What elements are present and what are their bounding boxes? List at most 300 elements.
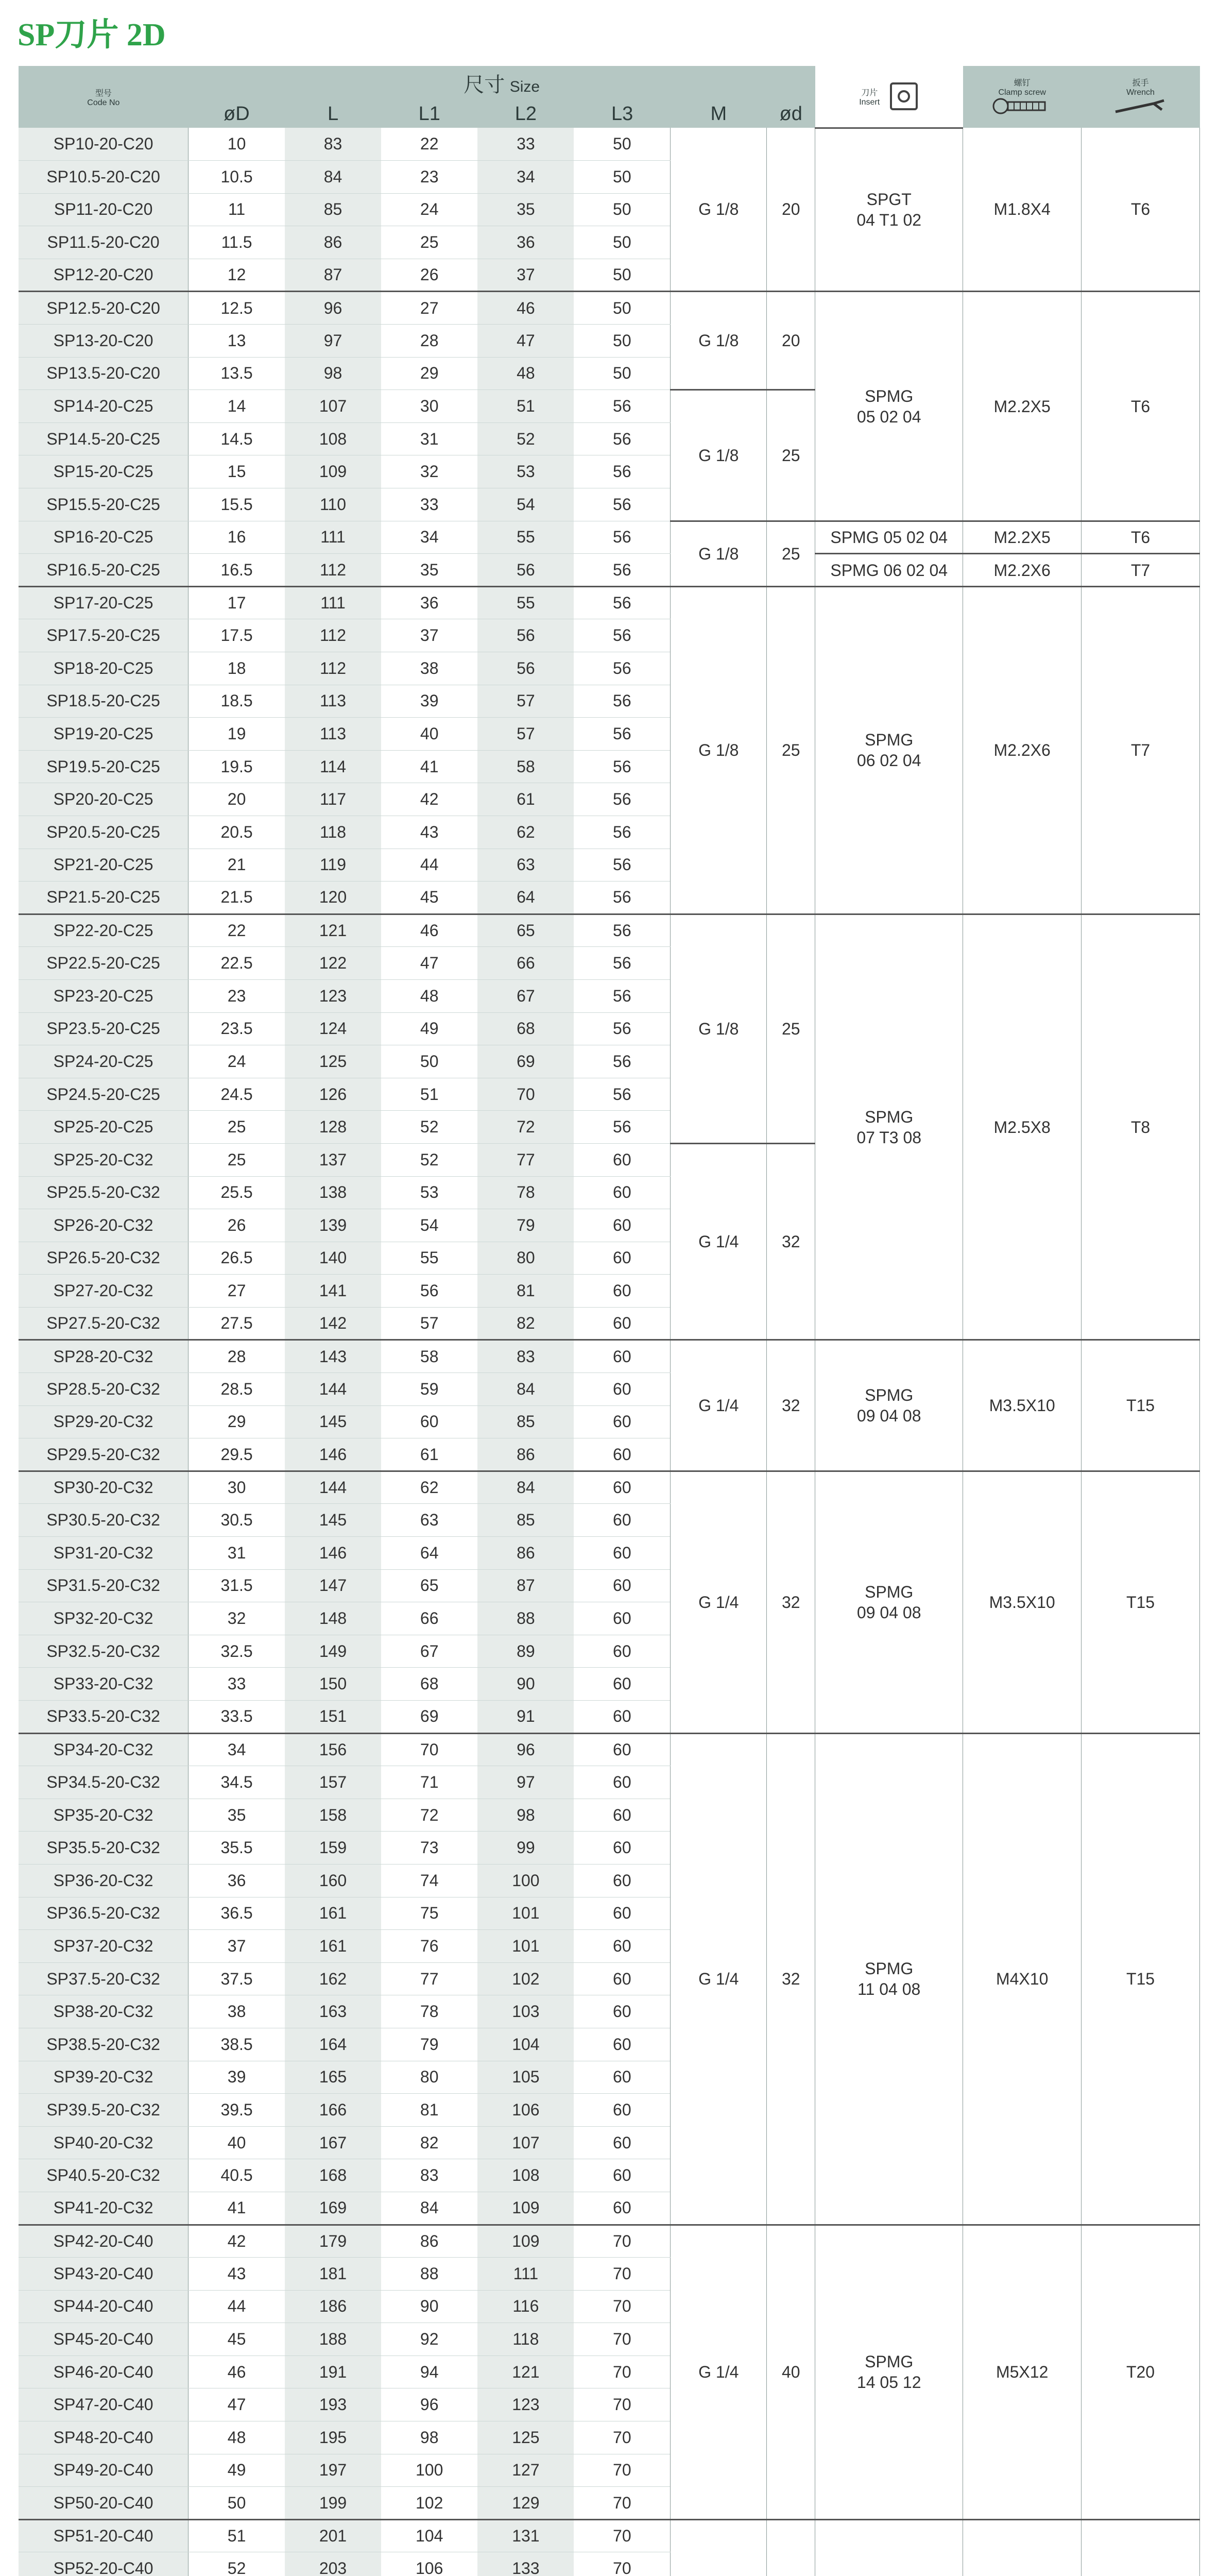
d-cell: 40: [188, 2126, 285, 2159]
l1-cell: 35: [381, 554, 477, 587]
l1-cell: 52: [381, 1111, 477, 1144]
l-cell: 109: [285, 455, 381, 488]
l2-cell: 88: [477, 1602, 574, 1635]
d-cell: 20.5: [188, 816, 285, 849]
d-cell: 46: [188, 2355, 285, 2388]
l2-cell: 53: [477, 455, 574, 488]
code-cell: SP43-20-C40: [19, 2258, 188, 2291]
l2-cell: 33: [477, 128, 574, 161]
l1-cell: 23: [381, 161, 477, 194]
l1-cell: 25: [381, 226, 477, 259]
l-cell: 163: [285, 1995, 381, 2028]
code-cell: SP16.5-20-C25: [19, 554, 188, 587]
d-cell: 52: [188, 2552, 285, 2576]
l3-cell: 70: [574, 2355, 670, 2388]
code-cell: SP29.5-20-C32: [19, 1438, 188, 1471]
insert-cell: SPGT 04 T1 02: [815, 128, 963, 292]
code-cell: SP18.5-20-C25: [19, 685, 188, 718]
shank-diameter-cell: 25: [767, 914, 815, 1143]
d-cell: 11: [188, 193, 285, 226]
d-cell: 28.5: [188, 1373, 285, 1406]
code-cell: SP36-20-C32: [19, 1864, 188, 1897]
l1-cell: 24: [381, 193, 477, 226]
d-cell: 25: [188, 1111, 285, 1144]
d-cell: 38.5: [188, 2028, 285, 2061]
l1-cell: 55: [381, 1242, 477, 1275]
l3-cell: 60: [574, 1275, 670, 1308]
code-cell: SP19-20-C25: [19, 718, 188, 751]
d-cell: 39: [188, 2061, 285, 2094]
l3-cell: 56: [574, 422, 670, 455]
l1-cell: 80: [381, 2061, 477, 2094]
code-cell: SP17-20-C25: [19, 586, 188, 619]
l1-cell: 71: [381, 1766, 477, 1799]
l3-cell: 60: [574, 1471, 670, 1504]
table-row: [19, 128, 1200, 161]
l1-cell: 106: [381, 2552, 477, 2576]
table-row: [19, 586, 1200, 619]
shank-diameter-cell: 40: [767, 2225, 815, 2519]
d-cell: 23: [188, 979, 285, 1012]
l-cell: 139: [285, 1209, 381, 1242]
l3-cell: 70: [574, 2388, 670, 2421]
code-cell: SP35-20-C32: [19, 1799, 188, 1832]
l1-cell: 40: [381, 718, 477, 751]
code-cell: SP39.5-20-C32: [19, 2094, 188, 2127]
code-cell: SP13.5-20-C20: [19, 357, 188, 390]
l3-cell: 70: [574, 2519, 670, 2552]
d-cell: 16.5: [188, 554, 285, 587]
l2-cell: 109: [477, 2225, 574, 2258]
insert-cell: [815, 2519, 963, 2576]
code-cell: SP14.5-20-C25: [19, 422, 188, 455]
l-cell: 181: [285, 2258, 381, 2291]
l3-cell: 60: [574, 2028, 670, 2061]
code-cell: SP12-20-C20: [19, 259, 188, 292]
thread-cell: G 1/8: [671, 521, 767, 586]
l1-cell: 41: [381, 750, 477, 783]
l1-cell: 73: [381, 1832, 477, 1865]
l3-cell: 70: [574, 2258, 670, 2291]
l1-cell: 75: [381, 1897, 477, 1930]
thread-cell: G 1/4: [671, 2225, 767, 2519]
thread-cell: [671, 2519, 767, 2576]
l2-cell: 58: [477, 750, 574, 783]
l2-cell: 72: [477, 1111, 574, 1144]
insert-cell: SPMG 05 02 04: [815, 521, 963, 554]
l3-cell: 70: [574, 2421, 670, 2454]
l2-cell: 55: [477, 586, 574, 619]
l1-cell: 57: [381, 1307, 477, 1340]
l1-cell: 83: [381, 2159, 477, 2192]
d-cell: 12.5: [188, 292, 285, 325]
code-cell: SP34-20-C32: [19, 1733, 188, 1766]
wrench-cell: [1082, 2519, 1200, 2576]
clamp-screw-cell: M2.2X6: [963, 586, 1082, 914]
header-screw: [963, 66, 1082, 128]
l1-cell: 66: [381, 1602, 477, 1635]
d-cell: 34: [188, 1733, 285, 1766]
code-cell: SP28.5-20-C32: [19, 1373, 188, 1406]
l3-cell: 60: [574, 1569, 670, 1602]
wrench-cell: T7: [1082, 586, 1200, 914]
l3-cell: 60: [574, 2159, 670, 2192]
l1-cell: 22: [381, 128, 477, 161]
l2-cell: 102: [477, 1962, 574, 1995]
l-cell: 118: [285, 816, 381, 849]
l3-cell: 56: [574, 718, 670, 751]
code-cell: SP52-20-C40: [19, 2552, 188, 2576]
l3-cell: 56: [574, 979, 670, 1012]
l-cell: 149: [285, 1635, 381, 1668]
l3-cell: 56: [574, 586, 670, 619]
l3-cell: 56: [574, 947, 670, 980]
l3-cell: 56: [574, 1078, 670, 1111]
code-cell: SP26-20-C32: [19, 1209, 188, 1242]
l2-cell: 131: [477, 2519, 574, 2552]
l3-cell: 56: [574, 783, 670, 816]
l-cell: 86: [285, 226, 381, 259]
l2-cell: 56: [477, 652, 574, 685]
l-cell: 167: [285, 2126, 381, 2159]
l-cell: 146: [285, 1537, 381, 1570]
wrench-cell: T15: [1082, 1471, 1200, 1733]
insert-cell: SPMG 11 04 08: [815, 1733, 963, 2225]
d-cell: 15.5: [188, 488, 285, 521]
l1-cell: 58: [381, 1340, 477, 1373]
l2-cell: 133: [477, 2552, 574, 2576]
l-cell: 199: [285, 2487, 381, 2520]
clamp-screw-cell: M4X10: [963, 1733, 1082, 2225]
l-cell: 158: [285, 1799, 381, 1832]
l2-cell: 86: [477, 1438, 574, 1471]
d-cell: 16: [188, 521, 285, 554]
l-cell: 98: [285, 357, 381, 390]
d-cell: 24.5: [188, 1078, 285, 1111]
l-cell: 137: [285, 1143, 381, 1176]
code-cell: SP34.5-20-C32: [19, 1766, 188, 1799]
l3-cell: 56: [574, 914, 670, 947]
l-cell: 112: [285, 554, 381, 587]
d-cell: 32: [188, 1602, 285, 1635]
d-cell: 19.5: [188, 750, 285, 783]
l-cell: 203: [285, 2552, 381, 2576]
wrench-cell: T20: [1082, 2225, 1200, 2519]
l-cell: 150: [285, 1668, 381, 1701]
l-cell: 124: [285, 1012, 381, 1045]
l2-cell: 55: [477, 521, 574, 554]
l3-cell: 56: [574, 816, 670, 849]
thread-cell: G 1/4: [671, 1471, 767, 1733]
code-cell: SP10.5-20-C20: [19, 161, 188, 194]
thread-cell: G 1/4: [671, 1143, 767, 1340]
code-cell: SP11-20-C20: [19, 193, 188, 226]
l3-cell: 60: [574, 1209, 670, 1242]
d-cell: 36.5: [188, 1897, 285, 1930]
header-screw-cn: 螺钉: [1014, 79, 1031, 88]
l-cell: 122: [285, 947, 381, 980]
l2-cell: 51: [477, 390, 574, 423]
page-title: SP刀片 2D: [18, 18, 166, 53]
l2-cell: 85: [477, 1504, 574, 1537]
l-cell: 166: [285, 2094, 381, 2127]
code-cell: SP36.5-20-C32: [19, 1897, 188, 1930]
l3-cell: 60: [574, 1176, 670, 1209]
code-cell: SP14-20-C25: [19, 390, 188, 423]
d-cell: 32.5: [188, 1635, 285, 1668]
l1-cell: 42: [381, 783, 477, 816]
l1-cell: 44: [381, 849, 477, 882]
d-cell: 11.5: [188, 226, 285, 259]
code-cell: SP22.5-20-C25: [19, 947, 188, 980]
l-cell: 146: [285, 1438, 381, 1471]
l3-cell: 60: [574, 1143, 670, 1176]
code-cell: SP22-20-C25: [19, 914, 188, 947]
l-cell: 159: [285, 1832, 381, 1865]
code-cell: SP15.5-20-C25: [19, 488, 188, 521]
l-cell: 121: [285, 914, 381, 947]
wrench-cell: T8: [1082, 914, 1200, 1340]
l1-cell: 48: [381, 979, 477, 1012]
code-cell: SP46-20-C40: [19, 2355, 188, 2388]
l3-cell: 56: [574, 1111, 670, 1144]
clamp-screw-cell: [963, 2519, 1082, 2576]
l3-cell: 56: [574, 488, 670, 521]
code-cell: SP24.5-20-C25: [19, 1078, 188, 1111]
d-cell: 41: [188, 2192, 285, 2225]
clamp-screw-cell: M2.5X8: [963, 914, 1082, 1340]
l2-cell: 118: [477, 2323, 574, 2356]
wrench-icon: [1112, 97, 1169, 115]
l2-cell: 35: [477, 193, 574, 226]
d-cell: 35: [188, 1799, 285, 1832]
l1-cell: 86: [381, 2225, 477, 2258]
code-cell: SP39-20-C32: [19, 2061, 188, 2094]
d-cell: 18.5: [188, 685, 285, 718]
insert-icon: [889, 81, 919, 111]
l1-cell: 30: [381, 390, 477, 423]
d-cell: 45: [188, 2323, 285, 2356]
d-cell: 26.5: [188, 1242, 285, 1275]
l2-cell: 37: [477, 259, 574, 292]
l-cell: 145: [285, 1405, 381, 1438]
l-cell: 97: [285, 325, 381, 358]
clamp-screw-cell: M3.5X10: [963, 1471, 1082, 1733]
l2-cell: 90: [477, 1668, 574, 1701]
d-cell: 20: [188, 783, 285, 816]
header-code: [19, 66, 188, 128]
shank-diameter-cell: 32: [767, 1471, 815, 1733]
table-row: [19, 1471, 1200, 1504]
l1-cell: 60: [381, 1405, 477, 1438]
l-cell: 138: [285, 1176, 381, 1209]
wrench-cell: T15: [1082, 1733, 1200, 2225]
l-cell: 119: [285, 849, 381, 882]
l1-cell: 69: [381, 1701, 477, 1734]
l3-cell: 60: [574, 1864, 670, 1897]
l-cell: 165: [285, 2061, 381, 2094]
l3-cell: 60: [574, 1995, 670, 2028]
header-insert-en: Insert: [859, 97, 880, 107]
l-cell: 112: [285, 652, 381, 685]
l2-cell: 80: [477, 1242, 574, 1275]
col-M: M: [671, 100, 767, 128]
insert-cell: SPMG 14 05 12: [815, 2225, 963, 2519]
l-cell: 87: [285, 259, 381, 292]
l1-cell: 79: [381, 2028, 477, 2061]
code-cell: SP49-20-C40: [19, 2454, 188, 2487]
d-cell: 30: [188, 1471, 285, 1504]
l3-cell: 60: [574, 1962, 670, 1995]
l3-cell: 60: [574, 2094, 670, 2127]
l-cell: 112: [285, 619, 381, 652]
code-cell: SP33-20-C32: [19, 1668, 188, 1701]
header-wrench-cn: 扳手: [1132, 79, 1149, 88]
l-cell: 191: [285, 2355, 381, 2388]
l2-cell: 104: [477, 2028, 574, 2061]
header-wrench-en: Wrench: [1126, 88, 1155, 97]
l2-cell: 125: [477, 2421, 574, 2454]
col-L2: L2: [477, 100, 574, 128]
l2-cell: 48: [477, 357, 574, 390]
code-cell: SP13-20-C20: [19, 325, 188, 358]
shank-diameter-cell: 32: [767, 1733, 815, 2225]
l-cell: 84: [285, 161, 381, 194]
thread-cell: G 1/4: [671, 1340, 767, 1471]
code-cell: SP26.5-20-C32: [19, 1242, 188, 1275]
d-cell: 38: [188, 1995, 285, 2028]
code-cell: SP10-20-C20: [19, 128, 188, 161]
d-cell: 23.5: [188, 1012, 285, 1045]
l2-cell: 57: [477, 685, 574, 718]
l2-cell: 106: [477, 2094, 574, 2127]
l3-cell: 70: [574, 2552, 670, 2576]
d-cell: 25.5: [188, 1176, 285, 1209]
l-cell: 197: [285, 2454, 381, 2487]
l-cell: 142: [285, 1307, 381, 1340]
l1-cell: 90: [381, 2290, 477, 2323]
header-size: [188, 66, 815, 100]
l1-cell: 67: [381, 1635, 477, 1668]
l2-cell: 129: [477, 2487, 574, 2520]
l2-cell: 82: [477, 1307, 574, 1340]
l-cell: 111: [285, 586, 381, 619]
insert-cell: SPMG 09 04 08: [815, 1340, 963, 1471]
l3-cell: 60: [574, 2126, 670, 2159]
code-cell: SP21-20-C25: [19, 849, 188, 882]
l-cell: 148: [285, 1602, 381, 1635]
d-cell: 18: [188, 652, 285, 685]
header-wrench: [1082, 66, 1200, 128]
l-cell: 157: [285, 1766, 381, 1799]
l1-cell: 76: [381, 1930, 477, 1963]
shank-diameter-cell: 25: [767, 521, 815, 586]
l-cell: 123: [285, 979, 381, 1012]
insert-cell: SPMG 06 02 04: [815, 586, 963, 914]
l1-cell: 26: [381, 259, 477, 292]
insert-cell: SPMG 07 T3 08: [815, 914, 963, 1340]
l2-cell: 61: [477, 783, 574, 816]
col-L: L: [285, 100, 381, 128]
l1-cell: 53: [381, 1176, 477, 1209]
l2-cell: 66: [477, 947, 574, 980]
l3-cell: 60: [574, 1733, 670, 1766]
l2-cell: 121: [477, 2355, 574, 2388]
l3-cell: 70: [574, 2487, 670, 2520]
header-screw-en: Clamp screw: [998, 88, 1046, 97]
l3-cell: 70: [574, 2225, 670, 2258]
code-cell: SP37-20-C32: [19, 1930, 188, 1963]
l3-cell: 50: [574, 161, 670, 194]
thread-cell: G 1/8: [671, 586, 767, 914]
l-cell: 164: [285, 2028, 381, 2061]
l1-cell: 45: [381, 882, 477, 914]
code-cell: SP15-20-C25: [19, 455, 188, 488]
d-cell: 29.5: [188, 1438, 285, 1471]
l2-cell: 96: [477, 1733, 574, 1766]
code-cell: SP24-20-C25: [19, 1045, 188, 1078]
l3-cell: 50: [574, 357, 670, 390]
shank-diameter-cell: 32: [767, 1340, 815, 1471]
l1-cell: 32: [381, 455, 477, 488]
l2-cell: 78: [477, 1176, 574, 1209]
l1-cell: 54: [381, 1209, 477, 1242]
l2-cell: 85: [477, 1405, 574, 1438]
l2-cell: 98: [477, 1799, 574, 1832]
l1-cell: 37: [381, 619, 477, 652]
d-cell: 37: [188, 1930, 285, 1963]
l-cell: 144: [285, 1471, 381, 1504]
l-cell: 117: [285, 783, 381, 816]
l2-cell: 107: [477, 2126, 574, 2159]
l3-cell: 60: [574, 1504, 670, 1537]
code-cell: SP12.5-20-C20: [19, 292, 188, 325]
code-cell: SP27-20-C32: [19, 1275, 188, 1308]
d-cell: 27: [188, 1275, 285, 1308]
col-D: øD: [188, 100, 285, 128]
l1-cell: 31: [381, 422, 477, 455]
l1-cell: 33: [381, 488, 477, 521]
l3-cell: 70: [574, 2323, 670, 2356]
l-cell: 201: [285, 2519, 381, 2552]
shank-diameter-cell: 20: [767, 292, 815, 390]
l3-cell: 60: [574, 1537, 670, 1570]
l3-cell: 56: [574, 390, 670, 423]
d-cell: 36: [188, 1864, 285, 1897]
code-cell: SP45-20-C40: [19, 2323, 188, 2356]
l1-cell: 74: [381, 1864, 477, 1897]
code-cell: SP11.5-20-C20: [19, 226, 188, 259]
thread-cell: G 1/4: [671, 1733, 767, 2225]
l3-cell: 60: [574, 1897, 670, 1930]
l-cell: 128: [285, 1111, 381, 1144]
l1-cell: 27: [381, 292, 477, 325]
col-d: ød: [767, 100, 815, 128]
l1-cell: 81: [381, 2094, 477, 2127]
d-cell: 48: [188, 2421, 285, 2454]
d-cell: 14: [188, 390, 285, 423]
l-cell: 160: [285, 1864, 381, 1897]
code-cell: SP47-20-C40: [19, 2388, 188, 2421]
l2-cell: 87: [477, 1569, 574, 1602]
d-cell: 24: [188, 1045, 285, 1078]
code-cell: SP48-20-C40: [19, 2421, 188, 2454]
code-cell: SP32-20-C32: [19, 1602, 188, 1635]
l1-cell: 84: [381, 2192, 477, 2225]
l-cell: 179: [285, 2225, 381, 2258]
l3-cell: 50: [574, 128, 670, 161]
table-row: [19, 1733, 1200, 1766]
